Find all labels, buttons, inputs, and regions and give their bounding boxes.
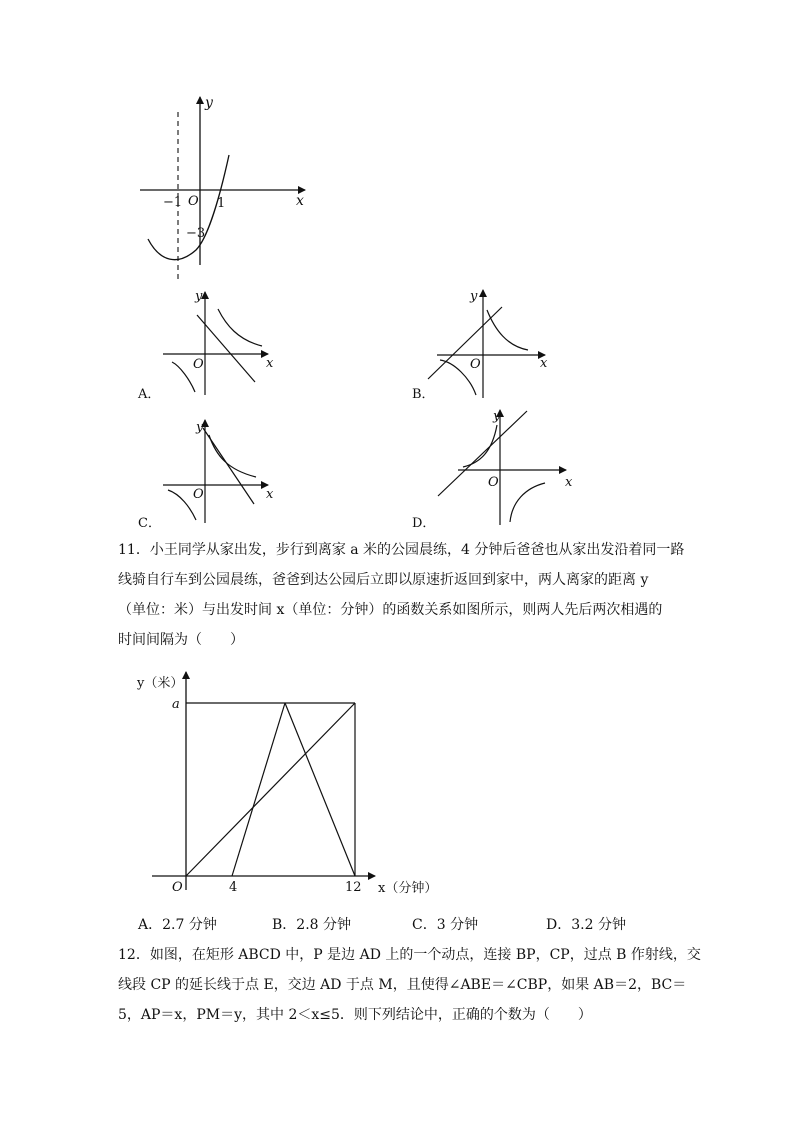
x-label: x [296, 193, 304, 209]
q11-option-a[interactable]: A．2.7 分钟 [138, 917, 217, 933]
choice-b-graph [412, 289, 548, 402]
choice-letter: D． [412, 516, 436, 531]
y-label: y [195, 289, 203, 304]
question-12-text [118, 945, 778, 1026]
choice-a-graph [137, 289, 274, 402]
hyperbola-branch-1 [209, 435, 256, 477]
choice-letter: A． [138, 387, 161, 402]
q11-option-b[interactable]: B．2.8 分钟 [272, 917, 352, 933]
origin-label: O [193, 357, 204, 372]
y-label: y [470, 289, 478, 304]
origin-label: O [470, 357, 481, 372]
choice-letter: B． [412, 387, 435, 402]
y-axis-label: y（米） [137, 676, 184, 691]
tick-12: 12 [345, 880, 362, 895]
line-graph [438, 411, 527, 496]
line-graph [197, 315, 255, 382]
q12-line-2: 线段 CP 的延长线于点 E，交边 AD 于点 M，且使得∠ABE＝∠CBP，如果 AB＝2，BC＝ [118, 977, 687, 993]
hyperbola-branch-2 [168, 490, 196, 520]
q11-option-d[interactable]: D．3.2 分钟 [546, 917, 626, 933]
top-parabola-graph [140, 95, 305, 280]
q12-line-1: 12．如图，在矩形 ABCD 中，P 是边 AD 上的一个动点，连接 BP，CP，过点 B 作射线，交 [118, 947, 701, 963]
x-label: x [266, 356, 274, 371]
choice-letter: C． [138, 516, 161, 531]
x-label: x [266, 487, 274, 502]
q11-line-3: （单位：米）与出发时间 x（单位：分钟）的函数关系如图所示，则两人先后两次相遇的 [118, 602, 663, 618]
hyperbola-branch-1 [218, 309, 262, 346]
y-label: y [196, 420, 204, 435]
origin-label: O [172, 880, 183, 895]
tick-4: 4 [229, 880, 238, 895]
question-11-text [118, 540, 778, 651]
q11-distance-time-graph [136, 672, 437, 896]
tick-neg1: −1 [163, 195, 183, 210]
tick-neg3: −3 [186, 226, 206, 241]
y-label: y [205, 95, 213, 111]
origin-label: O [488, 475, 499, 490]
choice-c-graph [138, 420, 274, 531]
q11-line-1: 11．小王同学从家出发，步行到离家 a 米的公园晨练，4 分钟后爸爸也从家出发沿着同一路 [118, 542, 685, 558]
hyperbola-branch-1 [463, 425, 497, 467]
q11-line-2: 线骑自行车到公园晨练，爸爸到达公园后立即以原速折返回到家中，两人离家的距离 y [118, 572, 649, 588]
origin-label: O [193, 487, 204, 502]
choice-d-graph [412, 409, 573, 531]
x-label: x [540, 356, 548, 371]
q11-option-c[interactable]: C．3 分钟 [412, 917, 479, 933]
q12-line-3: 5，AP＝x，PM＝y，其中 2＜x≤5．则下列结论中，正确的个数为（ ） [118, 1007, 592, 1023]
y-label: y [493, 409, 501, 424]
q11-line-4: 时间间隔为（ ） [118, 632, 244, 648]
father-outbound-line [232, 703, 285, 876]
origin-label: O [188, 194, 199, 209]
tick-1: 1 [217, 196, 226, 211]
father-return-line [285, 703, 355, 876]
xiaowang-line [186, 703, 355, 876]
hyperbola-branch-2 [172, 362, 195, 392]
x-label: x [565, 475, 573, 490]
x-axis-label: x（分钟） [378, 881, 438, 896]
hyperbola-branch-2 [510, 483, 545, 522]
a-label: a [172, 697, 180, 712]
